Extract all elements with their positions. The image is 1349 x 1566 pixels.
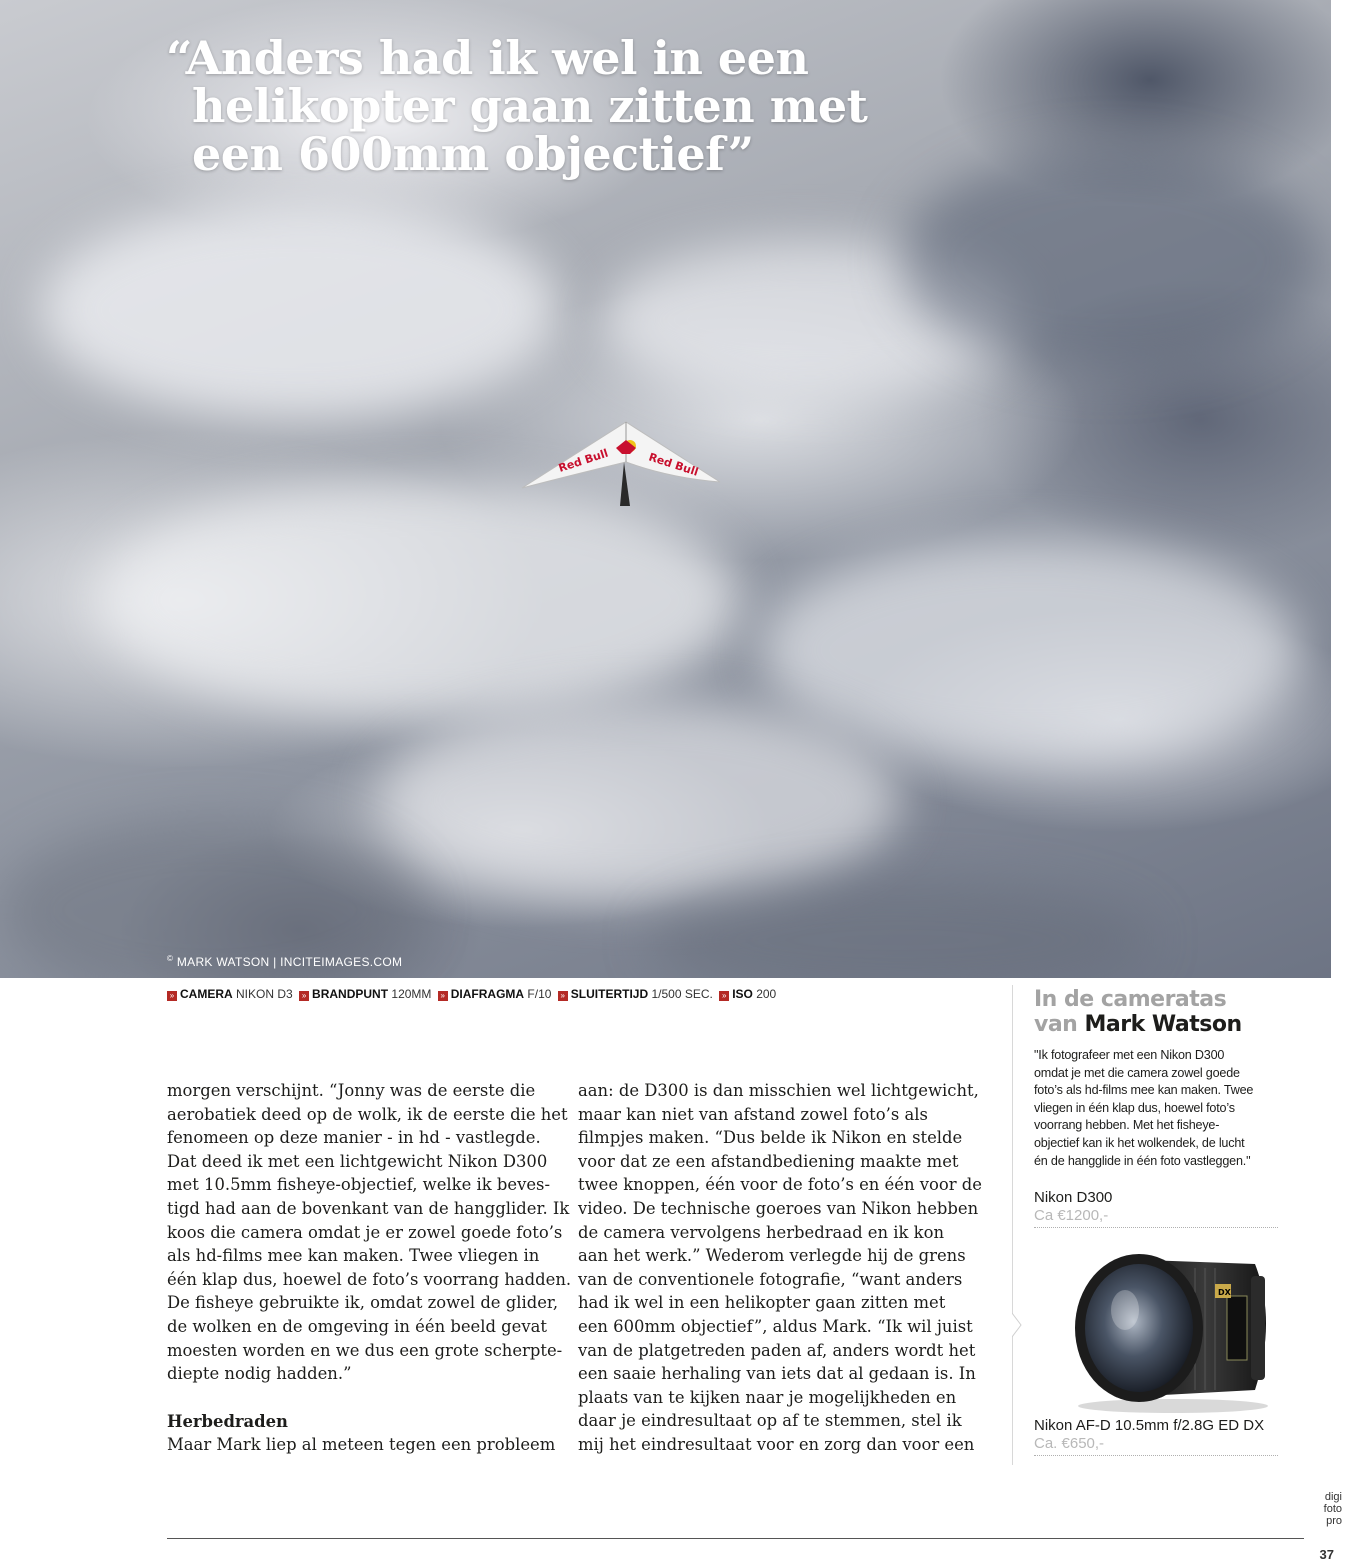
- chevron-right-icon: »: [719, 991, 729, 1001]
- text-line: foto’s als hd-films mee kan maken. Twee: [1034, 1083, 1254, 1098]
- wing-logo-left: Red Bull: [556, 446, 610, 475]
- cloud-shape: [100, 480, 740, 720]
- hang-glider: [520, 418, 722, 510]
- text-line: met 10.5mm fisheye-objectief, welke ik beves-: [167, 1175, 550, 1195]
- text-line: maar kan niet van afstand zowel foto’s als: [578, 1104, 928, 1124]
- chevron-right-icon: »: [167, 991, 177, 1001]
- sidebar-notch: [1012, 1313, 1022, 1337]
- exif-aperture: » DIAFRAGMA F/10: [438, 987, 552, 1001]
- product-price: Ca €1200,-: [1034, 1207, 1109, 1224]
- page-number: 37: [1319, 1547, 1334, 1562]
- footer-rule: [167, 1538, 1304, 1539]
- text-line: filmpjes maken. “Dus belde ik Nikon en stelde: [578, 1128, 963, 1148]
- text-line: de camera vervolgens herbedraad en ik kon: [578, 1222, 945, 1242]
- sidebar-title-line1: In de cameratas: [1034, 987, 1227, 1012]
- sidebar-title-van: van: [1034, 1012, 1078, 1037]
- text-line: "Ik fotografeer met een Nikon D300: [1034, 1048, 1225, 1062]
- text-line: van de conventionele fotografie, “want anders: [578, 1269, 963, 1289]
- lens-shadow: [1078, 1399, 1268, 1413]
- fisheye-lens-image: [1055, 1240, 1285, 1415]
- text-line: twee knoppen, één voor de foto’s en één voor de: [578, 1175, 982, 1195]
- sidebar-title-name: Mark Watson: [1084, 1012, 1242, 1037]
- chevron-right-icon: »: [299, 991, 309, 1001]
- text-line: één klap dus, hoewel de foto’s voorrang hadden.: [167, 1269, 572, 1289]
- article-column-1: [167, 1079, 572, 1457]
- product-name: Nikon AF-D 10.5mm f/2.8G ED DX: [1034, 1417, 1265, 1434]
- article-column-2: [578, 1079, 982, 1457]
- lens-glass: [1085, 1264, 1193, 1392]
- text-line: plaats van te kijken naar je mogelijkheden en: [578, 1387, 957, 1407]
- product-price: Ca. €650,-: [1034, 1435, 1105, 1452]
- chevron-right-icon: »: [558, 991, 568, 1001]
- pilot: [620, 462, 630, 506]
- text-line: als hd-films mee kan maken. Twee vliegen in: [167, 1246, 540, 1266]
- text-line: video. De technische goeroes van Nikon hebben: [578, 1198, 979, 1218]
- magazine-brand: digi foto pro: [1323, 1491, 1342, 1527]
- dx-badge-text: DX: [1218, 1288, 1231, 1297]
- text-line: diepte nodig hadden.”: [167, 1364, 352, 1384]
- section-subhead: Herbedraden: [167, 1411, 288, 1431]
- product-nikon-lens: [1034, 1417, 1278, 1456]
- copyright-symbol: ©: [167, 954, 174, 963]
- text-line: daar je eindresultaat op af te stemmen, stel ik: [578, 1411, 962, 1431]
- cloud-shape: [40, 200, 560, 420]
- sidebar-quote: [1034, 1047, 1284, 1170]
- text-line: aan: de D300 is dan misschien wel lichtgewicht,: [578, 1081, 979, 1100]
- text-line: een 600mm objectief”, aldus Mark. “Ik wil juist: [578, 1316, 973, 1336]
- lens-reflection: [1111, 1290, 1139, 1330]
- text-line: van de platgetreden paden af, anders wordt het: [578, 1340, 976, 1360]
- text-line: morgen verschijnt. “Jonny was de eerste die: [167, 1081, 536, 1100]
- exif-shutter: » SLUITERTIJD 1/500 SEC.: [558, 987, 713, 1001]
- cloud-shape: [380, 700, 900, 900]
- chevron-right-icon: »: [438, 991, 448, 1001]
- text-line: moesten worden en we dus een grote scherpte-: [167, 1340, 563, 1360]
- exif-iso: » ISO 200: [719, 987, 776, 1001]
- text-line: voorrang hebben. Met het fisheye-: [1034, 1118, 1220, 1133]
- product-nikon-d300: [1034, 1189, 1278, 1228]
- pull-quote-line: “Anders had ik wel in een: [166, 31, 809, 85]
- text-line: Maar Mark liep al meteen tegen een probleem: [167, 1435, 556, 1455]
- text-line: had ik wel in een helikopter gaan zitten met: [578, 1293, 946, 1313]
- wing-logo-right: Red Bull: [647, 450, 700, 479]
- lens-mount: [1251, 1276, 1265, 1380]
- cloud-shadow: [900, 150, 1320, 370]
- product-name: Nikon D300: [1034, 1189, 1113, 1206]
- pull-quote-line: helikopter gaan zitten met: [192, 79, 868, 133]
- text-line: fenomeen op deze manier - in hd - vastlegde.: [167, 1128, 541, 1148]
- text-line: De fisheye gebruikte ik, omdat zowel de glider,: [167, 1293, 559, 1313]
- sidebar-title: [1034, 987, 1242, 1037]
- text-line: én de hangglide in één foto vastleggen.": [1034, 1153, 1251, 1168]
- cloud-shape: [760, 540, 1300, 760]
- pull-quote: [166, 31, 886, 181]
- text-line: de wolken en de omgeving in één beeld gevat: [167, 1316, 547, 1336]
- text-line: koos die camera omdat je er zowel goede foto’s: [167, 1222, 563, 1242]
- text-line: omdat je met die camera zowel goede: [1034, 1065, 1240, 1080]
- sidebar-divider: [1012, 985, 1013, 1465]
- text-line: voor dat ze een afstandbediening maakte met: [578, 1151, 959, 1171]
- exif-focal-length: » BRANDPUNT 120MM: [299, 987, 431, 1001]
- dotted-rule: [1034, 1227, 1278, 1228]
- text-line: tigd had aan de bovenkant van de hangglider. Ik: [167, 1198, 570, 1218]
- lens-label-strip: [1227, 1296, 1247, 1360]
- text-line: vliegen in één klap dus, hoewel foto’s: [1034, 1100, 1235, 1115]
- text-line: een saaie herhaling van iets dat al gedaan is. In: [578, 1364, 976, 1384]
- dotted-rule: [1034, 1455, 1278, 1456]
- pull-quote-line: een 600mm objectief”: [192, 127, 754, 181]
- text-line: aerobatiek deed op de wolk, ik de eerste die het: [167, 1104, 568, 1124]
- text-line: aan het werk.” Wederom verlegde hij de grens: [578, 1246, 966, 1266]
- photo-credit: [167, 954, 402, 969]
- text-line: mij het eindresultaat voor en zorg dan voor een: [578, 1434, 975, 1454]
- exif-camera: » CAMERA NIKON D3: [167, 987, 293, 1001]
- photo-credit-text: MARK WATSON | INCITEIMAGES.COM: [176, 955, 403, 969]
- text-line: objectief kan ik het wolkendek, de lucht: [1034, 1135, 1245, 1150]
- text-line: Dat deed ik met een lichtgewicht Nikon D300: [167, 1151, 548, 1171]
- exif-bar: [167, 987, 779, 1001]
- cloud-shadow: [650, 880, 1150, 978]
